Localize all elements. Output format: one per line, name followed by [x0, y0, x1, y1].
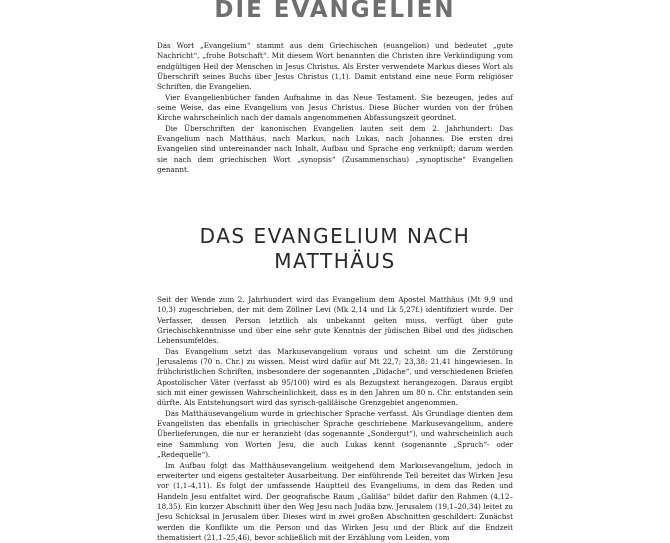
section-title-evangelien: DIE EVANGELIEN — [0, 0, 670, 24]
paragraph: Die Überschriften der kanonischen Evangelien lauten seit dem 2. Jahrhundert: Das Evangelium nach Matthäus, nach Markus, nach Lukas, nach Johannes. Die ersten drei Evangelien sind untereinander nach Inhalt, Aufbau und Sprache eng verknüpft; darum werden sie nach dem griechischen Wort „synopsis“ (Zusammenschau) „synoptische“ Evangelien genannt. — [157, 124, 513, 176]
intro-text-block — [157, 41, 513, 175]
section-title-matthaeus — [150, 224, 520, 274]
paragraph: Vier Evangelienbücher fanden Aufnahme in das Neue Testament. Sie bezeugen, jedes auf seine Weise, das eine Evangelium von Jesus Christus. Diese Bücher wurden von der frühen Kirche wahrscheinlich nach der damals angenommenen Abfassungszeit geordnet. — [157, 93, 513, 124]
paragraph: Im Aufbau folgt das Matthäusevangelium weitgehend dem Markusevangelium, jedoch in erweiterter und eigens gestalteter Ausarbeitung. Der einführende Teil bereitet das Wirken Jesu vor (1,1–4,11). Es folgt der umfassende Hauptteil des Evangeliums, in dem das Reden und Handeln Jesu entfaltet wird. Der geografische Raum „Galiläa“ bildet dafür den Rahmen (4,12–18,35). Ein kurzer Abschnitt über den Weg Jesu nach Judäa bzw. Jerusalem (19,1–20,34) leitet zu Jesu Schicksal in Jerusalem über. Dieses wird in zwei großen Abschnitten geschildert: Zunächst werden die Konflikte um die Person und das Wirken Jesu und der Blick auf die Endzeit thematisiert (21,1–25,46), bevor schließlich mit der Erzählung vom Leiden, vom — [157, 461, 513, 543]
title-line-1: DAS EVANGELIUM NACH — [200, 224, 471, 248]
paragraph: Seit der Wende zum 2. Jahrhundert wird das Evangelium dem Apostel Matthäus (Mt 9,9 und 10,3) zugeschrieben, der mit dem Zöllner Levi (Mk 2,14 und Lk 5,27f.) identifiziert wurde. Der Verfasser, dessen Person letztlich als unbekannt gelten muss, verfügt über gute Griechischkenntnisse und über eine sehr gute Kenntnis der jüdischen Bibel und des jüdischen Lebensumfeldes. — [157, 295, 513, 347]
title-line-2: MATTHÄUS — [274, 249, 396, 273]
paragraph: Das Evangelium setzt das Markusevangelium voraus und scheint um die Zerstörung Jerusalems (70 n. Chr.) zu wissen. Meist wird dafür auf Mt 22,7; 23,38; 21,41 hingewiesen. In frühchristlichen Schriften, insbesondere der sogenannten „Didache“, und verschiedenen Briefen Apostolischer Väter (verfasst ab 95/100) wird es als Bezugstext herangezogen. Daraus ergibt sich mit einer gewissen Wahrscheinlichkeit, dass es in den Jahren um 80 n. Chr. entstanden sein dürfte. Als Entstehungsort wird das syrisch-galiläische Grenzgebiet angenommen. — [157, 347, 513, 409]
paragraph: Das Matthäusevangelium wurde in griechischer Sprache verfasst. Als Grundlage dienten dem Evangelisten das ebenfalls in griechischer Sprache geschriebene Markusevangelium, andere Überlieferungen, die nur er heranzieht (das sogenannte „Sondergut“), und wahrscheinlich auch eine Sammlung von Worten Jesu, die auch Lukas kennt (sogenannte „Spruch“- oder „Redequelle“). — [157, 409, 513, 461]
paragraph: Das Wort „Evangelium“ stammt aus dem Griechischen (euangelion) und bedeutet „gute Nachricht“, „frohe Botschaft“. Mit diesem Wort benannten die Christen ihre Verkündigung vom endgültigen Heil der Menschen in Jesus Christus. Als Erster verwendete Markus dieses Wort als Überschrift seines Buchs über Jesus Christus (1,1). Damit entstand eine neue Form religiöser Schriften, die Evangelien. — [157, 41, 513, 93]
matthaeus-text-block — [157, 295, 513, 543]
